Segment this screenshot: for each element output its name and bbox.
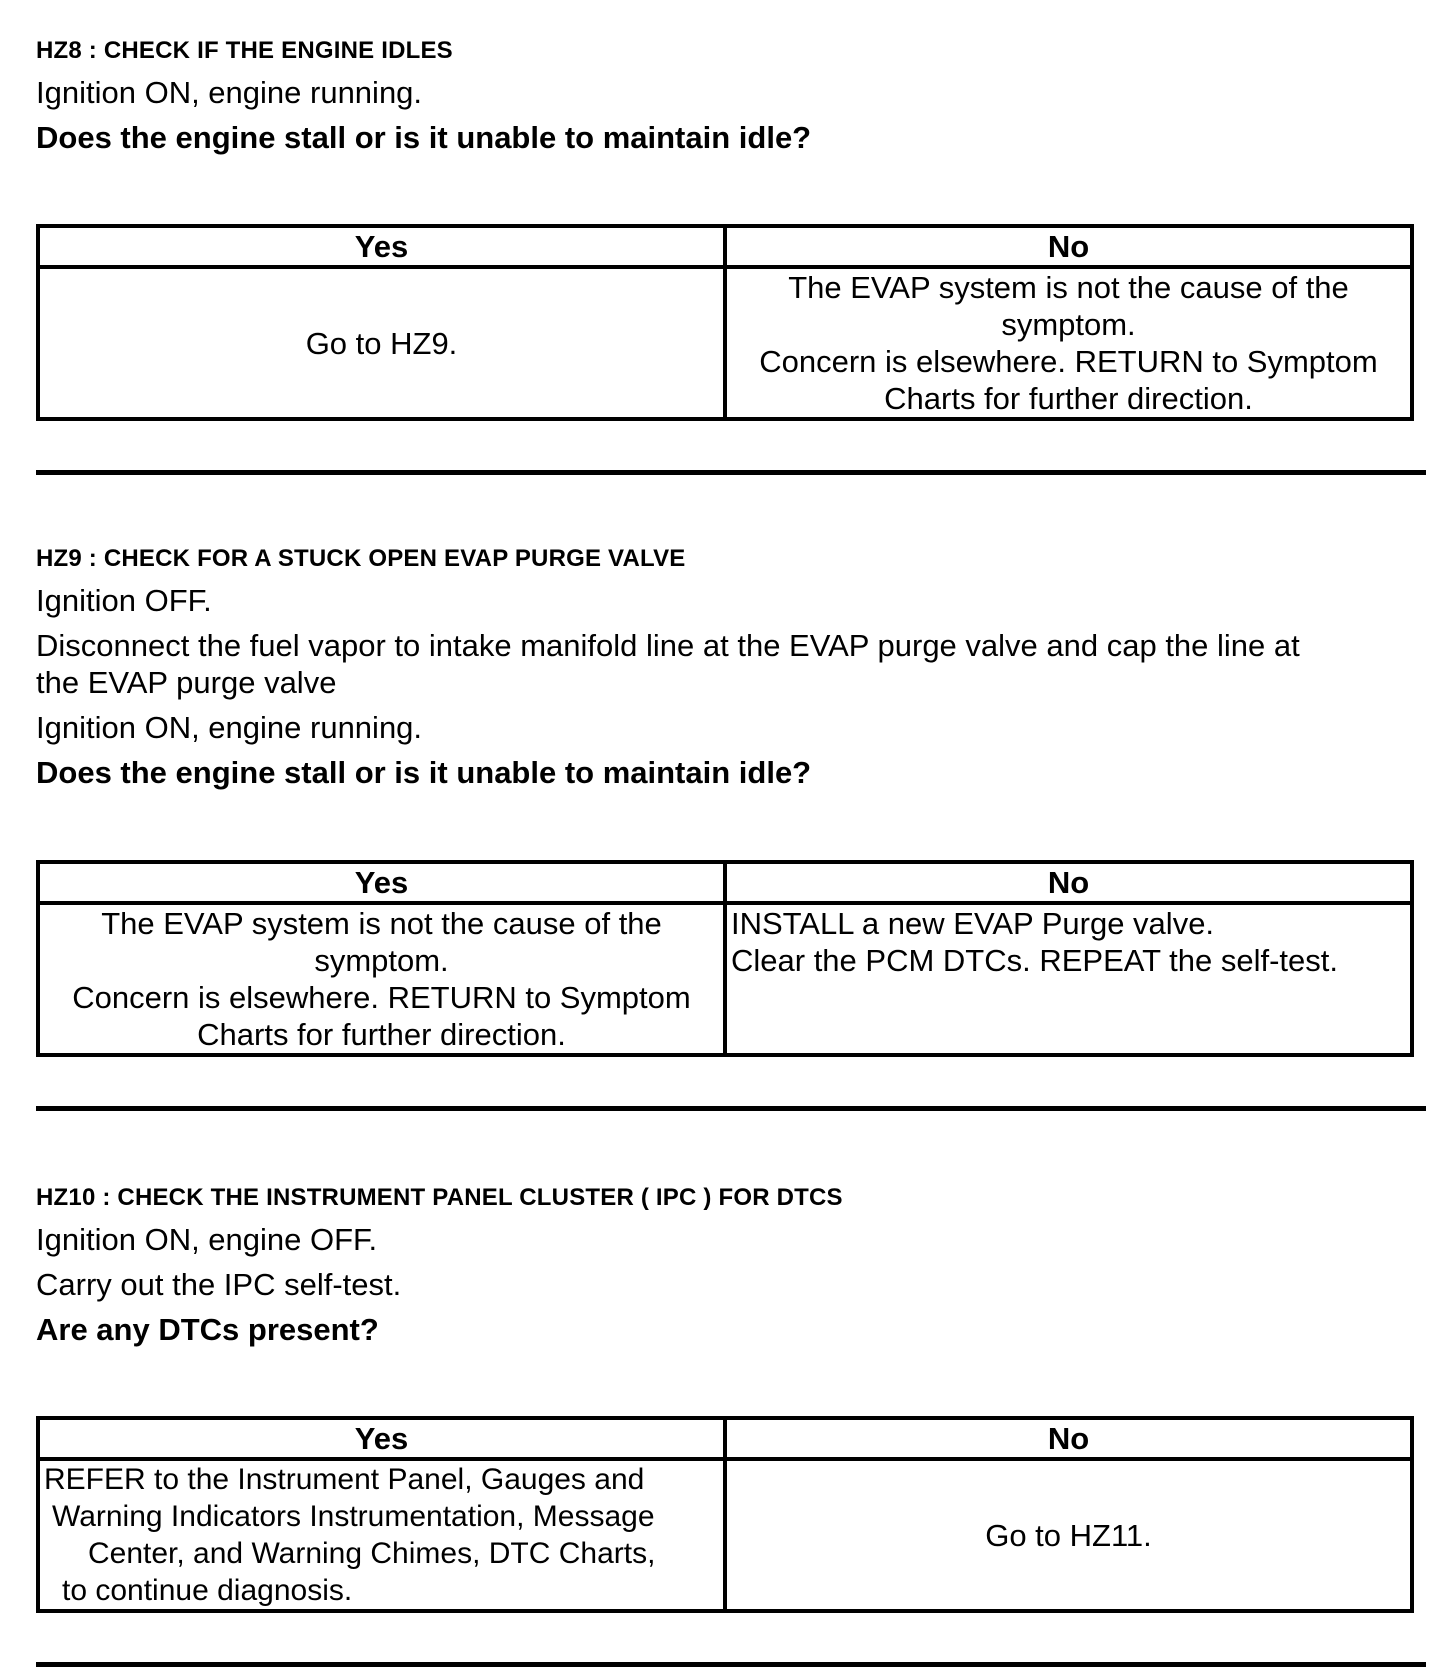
no-cell-line: Clear the PCM DTCs. REPEAT the self-test. bbox=[731, 943, 1338, 978]
yes-header: Yes bbox=[38, 862, 725, 903]
no-cell-line: Concern is elsewhere. RETURN to Symptom bbox=[759, 344, 1378, 379]
no-cell bbox=[725, 267, 1412, 419]
no-cell-line: The EVAP system is not the cause of the bbox=[788, 270, 1349, 305]
yes-header: Yes bbox=[38, 226, 725, 267]
no-cell bbox=[725, 903, 1412, 1055]
yes-cell bbox=[38, 267, 725, 419]
yes-cell-line: Center, and Warning Chimes, DTC Charts, bbox=[88, 1537, 656, 1570]
yes-no-table bbox=[36, 860, 1414, 1057]
yes-cell-line: Warning Indicators Instrumentation, Message bbox=[52, 1500, 655, 1533]
section-divider bbox=[36, 1106, 1426, 1111]
step-question: Are any DTCs present? bbox=[36, 1312, 379, 1347]
instruction-line: Ignition ON, engine running. bbox=[36, 710, 423, 745]
no-cell-line: Go to HZ11. bbox=[985, 1517, 1152, 1553]
yes-cell-line: REFER to the Instrument Panel, Gauges and bbox=[44, 1463, 645, 1496]
step-hz10 bbox=[36, 1183, 1426, 1607]
no-header: No bbox=[725, 862, 1412, 903]
yes-cell-line: The EVAP system is not the cause of the bbox=[101, 906, 662, 941]
step-hz8 bbox=[36, 36, 1426, 416]
yes-cell-line: Go to HZ9. bbox=[305, 325, 458, 361]
step-question: Does the engine stall or is it unable to maintain idle? bbox=[36, 120, 812, 155]
section-divider bbox=[36, 470, 1426, 475]
yes-cell bbox=[38, 1459, 725, 1611]
instruction-line: Ignition OFF. bbox=[36, 583, 212, 618]
no-cell bbox=[725, 1459, 1412, 1611]
no-cell-line: INSTALL a new EVAP Purge valve. bbox=[731, 906, 1215, 941]
step-title: HZ10 : CHECK THE INSTRUMENT PANEL CLUSTER ( IPC ) FOR DTCS bbox=[36, 1184, 843, 1211]
instruction-line: Disconnect the fuel vapor to intake manifold line at the EVAP purge valve and cap the line at bbox=[36, 628, 1300, 663]
step-title: HZ8 : CHECK IF THE ENGINE IDLES bbox=[36, 37, 453, 64]
yes-cell-line: Concern is elsewhere. RETURN to Symptom bbox=[72, 980, 691, 1015]
section-divider bbox=[36, 1662, 1426, 1667]
instruction-line: Carry out the IPC self-test. bbox=[36, 1267, 402, 1302]
yes-cell-line: symptom. bbox=[314, 943, 449, 978]
instruction-line: Ignition ON, engine OFF. bbox=[36, 1222, 378, 1257]
yes-no-table bbox=[36, 224, 1414, 421]
yes-cell bbox=[38, 903, 725, 1055]
instruction-line: Ignition ON, engine running. bbox=[36, 75, 423, 110]
step-title: HZ9 : CHECK FOR A STUCK OPEN EVAP PURGE VALVE bbox=[36, 545, 686, 572]
no-header: No bbox=[725, 226, 1412, 267]
no-cell-line: Charts for further direction. bbox=[884, 381, 1253, 416]
no-header: No bbox=[725, 1418, 1412, 1459]
yes-cell-line: to continue diagnosis. bbox=[62, 1574, 353, 1607]
yes-cell-line: Charts for further direction. bbox=[197, 1017, 566, 1052]
step-question: Does the engine stall or is it unable to maintain idle? bbox=[36, 755, 812, 790]
yes-no-table bbox=[36, 1416, 1414, 1613]
instruction-line: the EVAP purge valve bbox=[36, 665, 337, 700]
no-cell-line: symptom. bbox=[1001, 307, 1136, 342]
step-hz9 bbox=[36, 544, 1426, 1052]
yes-header: Yes bbox=[38, 1418, 725, 1459]
